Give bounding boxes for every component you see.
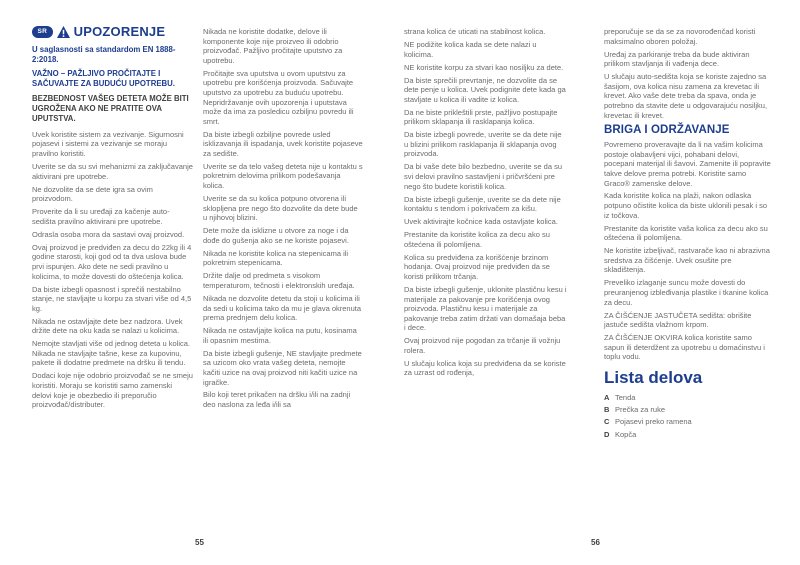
parts-list-heading: Lista delova: [604, 367, 703, 387]
warning-paragraph: NE koristite korpu za stvari kao nosiljku za dete.: [404, 62, 564, 72]
warning-paragraph: Da biste izbegli ozbiljne povrede usled isklizavanja ili ispadanja, uvek koristite pojaseve za sedište.: [203, 129, 363, 158]
warning-paragraph: Proverite da li su uređaji za kačenje auto-sedišta pravilno aktivirani pre upotrebe.: [32, 207, 170, 226]
part-row: [604, 393, 771, 402]
warning-paragraph: Uvek koristite sistem za vezivanje. Sigurnosni pojasevi i sistemi za vezivanje se moraju pravilno koristiti.: [32, 129, 184, 159]
part-label: Kopča: [615, 429, 637, 439]
warning-paragraph: Da ne biste prikleštili prste, pažljivo postupajte prilikom sklapanja ili rasklapanja kolica.: [404, 107, 558, 127]
sr-language-badge: SR: [32, 26, 53, 38]
page-number-right: 56: [591, 538, 600, 547]
part-label: Tenda: [615, 392, 636, 402]
warning-column-3: [404, 27, 567, 381]
page-number-left: 55: [195, 538, 204, 547]
care-paragraph: Ne koristite izbeljivač, rastvarače kao ni abrazivna sredstva za čišćenje. Uvek osušite pre skladištenja.: [604, 246, 770, 275]
care-paragraph: Prestanite da koristite vaša kolica za decu ako su oštećena ili polomljena.: [604, 223, 768, 243]
part-row: [604, 417, 771, 426]
warning-paragraph: Da biste izbegli gušenje, NE stavljajte predmete sa uzicom oko vrata vašeg deteta, nemojte kačiti uzice na ovaj proizvod niti kačiti uzice na igračke.: [203, 348, 362, 387]
warning-paragraph: strana kolica će uticati na stabilnost kolica.: [404, 27, 546, 36]
warning-paragraph: Nikada ne koristite kolica na stepenicama ili pokretnim stepenicama.: [203, 248, 349, 268]
part-letter: B: [604, 405, 610, 415]
warning-paragraph: Nemojte stavljati više od jednog deteta u kolica. Nikada ne stavljajte tašne, kese za kupovinu, pakete ili dodatne predmete na dršku ili tendu.: [32, 339, 191, 368]
warning-title: UPOZORENJE: [73, 24, 166, 39]
warning-paragraph-list: [604, 27, 771, 120]
care-paragraph-list: [604, 140, 771, 362]
part-letter: D: [604, 429, 610, 439]
parts-list: [604, 393, 771, 439]
care-paragraph: Kada koristite kolica na plaži, nakon odlaska potpuno očistite kolica da biste uklonili pesak i so iz točkova.: [604, 191, 768, 220]
warning-paragraph: U slučaju kolica koja su predviđena da se koriste za uzrast od rođenja,: [404, 358, 566, 378]
warning-paragraph: Odrasla osoba mora da sastavi ovaj proizvod.: [32, 229, 185, 239]
warning-paragraph: Nikada ne ostavljajte kolica na putu, kosinama ili opasnim mestima.: [203, 326, 357, 345]
warning-paragraph: Ne dozvolite da se dete igra sa ovim proizvodom.: [32, 184, 153, 204]
warning-column-2: [203, 27, 363, 413]
warning-paragraph-list: [32, 130, 193, 410]
care-section-heading: BRIGA I ODRŽAVANJE: [604, 124, 730, 137]
warning-paragraph: Dodaci koje nije odobrio proizvođač se ne smeju koristiti. Moraju se koristiti samo zamenski delovi koje je obezbedio ili preporučio proizvođač/distributer.: [32, 371, 193, 410]
warning-paragraph: Kolica su predviđena za korišćenje brzinom hodanja. Ovaj proizvod nije predviđen da se koristi prilikom trčanja.: [404, 252, 550, 281]
warning-paragraph: Uređaj za parkiranje treba da bude aktiviran prilikom stavljanja ili vađenja dece.: [604, 49, 750, 69]
warning-paragraph: Dete može da isklizne u otvore za noge i da dođe do gušenja ako se ne koriste pojasevi.: [203, 226, 349, 245]
part-row: [604, 430, 771, 439]
warning-paragraph: Bilo koji teret prikačen na dršku i/ili na zadnji deo naslona za leđa i/ili sa: [203, 390, 351, 410]
warning-column-1: [32, 24, 193, 413]
warning-paragraph: Držite dalje od predmeta s visokom temperaturom, tečnosti i elektronskih uređaja.: [203, 271, 355, 290]
warning-paragraph: Uvek aktivirajte kočnice kada ostavljate kolica.: [404, 217, 558, 227]
warning-paragraph: Nikada ne koristite dodatke, delove ili komponente koje nije proizveo ili odobrio proizvođač. Pažljivo pročitajte uputstvo za upotrebu.: [203, 27, 343, 65]
warning-paragraph: Uverite se da telo vašeg deteta nije u kontaktu s pokretnim delovima prilikom podešavanja kolica.: [203, 161, 363, 191]
warning-header: [32, 24, 193, 39]
part-label: Prečka za ruke: [615, 405, 666, 415]
warning-paragraph: Da biste izbegli gušenje, uverite se da dete nije kontaktu s tendom i pokrivačem za kišu.: [404, 194, 561, 214]
warning-paragraph: Da biste sprečili prevrtanje, ne dozvolite da se dete penje u kolica. Uvek podignite dete kada ga stavljate u kolica ili vadite iz kolica.: [404, 75, 566, 104]
part-letter: A: [604, 392, 610, 402]
warning-paragraph: Uverite se da su svi mehanizmi za zaključavanje aktivirani pre upotrebe.: [32, 162, 193, 181]
warning-paragraph: Pročitajte sva uputstva u ovom uputstvu za upotrebu pre korišćenja proizvoda. Sačuvajte uputstvo za upotrebu za buduću upotrebu. Nepridržavanje ovih upozorenja i uputstava može da ima za posledicu ozbiljnu povredu ili smrt.: [203, 68, 354, 126]
part-label: Pojasevi preko ramena: [615, 417, 692, 427]
warning-paragraph: Ovaj proizvod je predviđen za decu do 22kg ili 4 godine starosti, koji god od ta dva uslova bude prvi ispunjen. Ako dete ne sedi pravilno u kolicima, to može dovesti do oštećenja kolica.: [32, 242, 192, 281]
warning-paragraph: Da biste izbegli opasnost i sprečili nestabilno stanje, ne stavljajte u korpu za stvari više od 4,5 kg.: [32, 284, 192, 313]
warning-paragraph: Da biste izbegli povrede, uverite se da dete nije u blizini prilikom rasklapanja ili sklapanja ovog proizvoda.: [404, 130, 562, 159]
care-paragraph: Povremeno proveravajte da li na vašim kolicima postoje olabavljeni vijci, pohabani delovi, pocepani materijal ili šavovi. Zamenite ili popravite takve delove prema potrebi. Koristite samo Graco® zamenske delove.: [604, 140, 771, 188]
warning-paragraph: U slučaju auto-sedišta koja se koriste zajedno sa šasijom, ova kolica nisu zamena za krevetac ili krevet. Ako vaše dete treba da spava, onda je potrebno da stavite dete u odgovarajuću nosiljku, krevetac ili krevet.: [604, 72, 768, 120]
care-paragraph: ZA ČIŠĆENJE JASTUČETA sedišta: obrišite jastuče sedišta vlažnom krpom.: [604, 310, 752, 330]
warning-triangle-icon: [57, 26, 70, 38]
warning-paragraph: Nikada ne dozvolite detetu da stoji u kolicima ili da sedi u kolicima tako da mu je glava okrenuta prema prednjem delu kolica.: [203, 293, 362, 323]
warning-paragraph: Da biste izbegli gušenje, uklonite plastičnu kesu i materijale za pakovanje pre korišćenja ovog proizvoda. Plastičnu kesu i materijale za pakovanje treba zatim držati van domašaja beba i dece.: [404, 284, 567, 333]
part-row: [604, 405, 771, 414]
care-paragraph: ZA ČIŠĆENJE OKVIRA kolica koristite samo sapun ili deterdžent za upotrebu u domaćinstvu i toplu vodu.: [604, 333, 765, 362]
part-letter: C: [604, 417, 610, 427]
safety-warning-note: BEZBEDNOST VAŠEG DETETA MOŽE BITI UGROŽENA AKO NE PRATITE OVA UPUTSTVA.: [32, 93, 189, 123]
warning-paragraph: Da bi vaše dete bilo bezbedno, uverite se da su svi delovi pravilno sastavljeni i pričvršćeni pre nego što budete koristili kolica.: [404, 162, 563, 191]
warning-column-4: [604, 27, 771, 442]
warning-paragraph: Prestanite da koristite kolica za decu ako su oštećena ili polomljena.: [404, 230, 550, 249]
warning-paragraph: Ovaj proizvod nije pogodan za trčanje ili vožnju rolera.: [404, 336, 561, 355]
standard-compliance-note: U saglasnosti sa standardom EN 1888-2:2018.: [32, 45, 176, 65]
warning-paragraph: NE podižite kolica kada se dete nalazi u kolicima.: [404, 39, 537, 59]
important-note: VAŽNO – PAŽLJIVO PROČITAJTE I SAČUVAJTE ZA BUDUĆU UPOTREBU.: [32, 69, 175, 89]
warning-paragraph-list: [203, 27, 363, 410]
warning-paragraph: Nikada ne ostavljajte dete bez nadzora. Uvek držite dete na oku kada se nalazi u kolicima.: [32, 316, 183, 336]
warning-paragraph-list: [404, 27, 567, 378]
care-paragraph: Preveliko izlaganje suncu može dovesti do preuranjenog izbleđivanja plastike i tkanine kolica za decu.: [604, 278, 769, 307]
warning-paragraph: preporučuje se da se za novorođenčad koristi maksimalno oboren položaj.: [604, 27, 756, 46]
warning-paragraph: Uverite se da su kolica potpuno otvorena ili sklopljena pre nego što dozvolite da dete bude u njihovoj blizini.: [203, 194, 358, 223]
